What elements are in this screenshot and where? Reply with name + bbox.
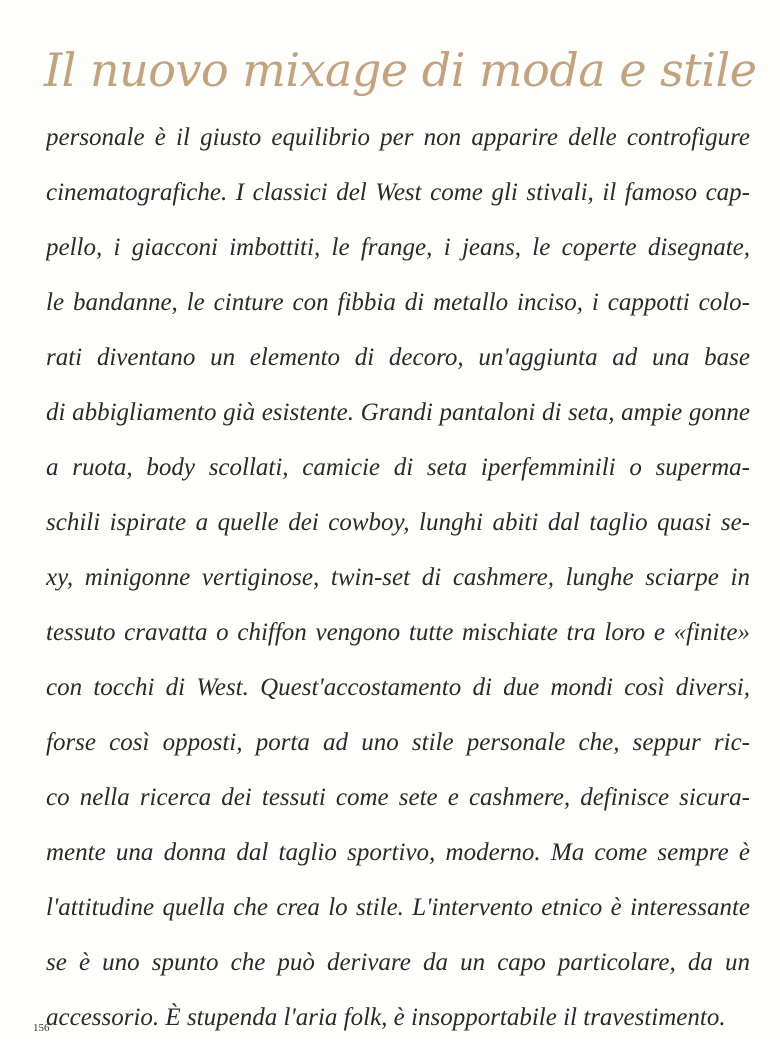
body-line: pello, i giacconi imbottiti, le frange, i jeans, le coperte disegnate, [46,234,750,261]
body-line: forse così opposti, porta ad uno stile personale che, seppur ric- [46,729,750,756]
body-line: xy, minigonne vertiginose, twin-set di cashmere, lunghe sciarpe in [46,564,750,591]
page-number: 156 [33,1022,50,1034]
body-line: accessorio. È stupenda l'aria folk, è insopportabile il travestimento. [46,1004,726,1031]
body-line: mente una donna dal taglio sportivo, moderno. Ma come sempre è [46,839,750,866]
body-line: tessuto cravatta o chiffon vengono tutte mischiate tra loro e «finite» [46,619,750,646]
body-line: l'attitudine quella che crea lo stile. L'intervento etnico è interessante [46,894,750,921]
body-line: se è uno spunto che può derivare da un capo particolare, da un [46,949,750,976]
body-line: con tocchi di West. Quest'accostamento di due mondi così diversi, [46,674,750,701]
body-line: cinematografiche. I classici del West come gli stivali, il famoso cap- [46,179,750,206]
article-headline: Il nuovo mixage di moda e stile [44,43,757,97]
article-body [46,110,750,1045]
body-line: co nella ricerca dei tessuti come sete e cashmere, definisce sicura- [46,784,750,811]
body-line: rati diventano un elemento di decoro, un'aggiunta ad una base [46,344,750,371]
body-line: personale è il giusto equilibrio per non apparire delle controfigure [46,124,750,151]
body-line: a ruota, body scollati, camicie di seta iperfemminili o superma- [46,454,750,481]
body-line: schili ispirate a quelle dei cowboy, lunghi abiti dal taglio quasi se- [46,509,750,536]
body-line: le bandanne, le cinture con fibbia di metallo inciso, i cappotti colo- [46,289,750,316]
body-line: di abbigliamento già esistente. Grandi pantaloni di seta, ampie gonne [46,399,750,426]
